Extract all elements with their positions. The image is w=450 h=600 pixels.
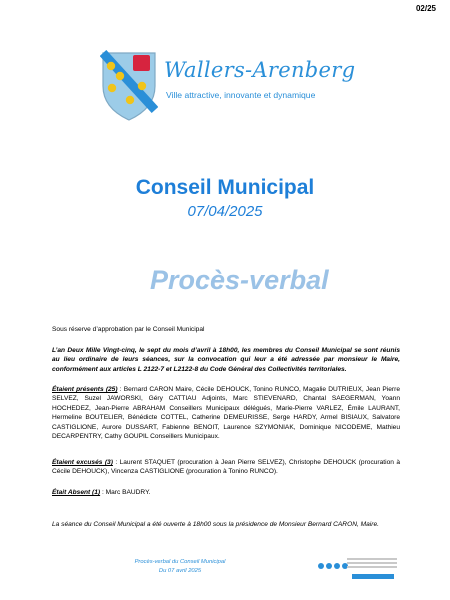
coat-of-arms-icon xyxy=(100,50,158,122)
town-logo xyxy=(100,50,360,128)
footer-line-2: Du 07 avril 2025 xyxy=(158,568,202,574)
closing-paragraph: La séance du Conseil Municipal a été ouverte à 18h00 sous la présidence de Monsieur Bernard CARON, Maire. xyxy=(52,521,379,528)
excused-members-paragraph xyxy=(52,458,400,477)
footer xyxy=(110,558,250,576)
logo-wordmark: Wallers-Arenberg xyxy=(164,58,356,82)
instagram-icon xyxy=(326,563,332,569)
contact-block xyxy=(347,558,397,570)
meeting-date: 07/04/2025 xyxy=(187,203,263,220)
excused-label: Étaient excusés (3) xyxy=(52,459,113,466)
approval-note: Sous réserve d’approbation par le Conseil Municipal xyxy=(52,326,205,333)
absent-members-paragraph xyxy=(52,488,400,497)
present-list: : Bernard CARON Maire, Cécile DEHOUCK, Tonino RUNCO, Magalie DUTRIEUX, Jean Pierre SELVEZ, Suzel JAWORSKI, Géry CATTIAU Adjoints, Marc STIEVENARD, Chantal SAEGERMAN, Yoann HOCHEDEZ, Jean-Pierre ABRAHAM Conseillers Municipaux délégués, Marie-Pierre VARLEZ, Émile LAURANT, Hermeline BOUTELIER, Bénédicte COTTEL, Catherine DEMEURISSE, Serge HARDY, Armel BISIAUX, Salvatore CASTIGLIONE, Aurore DUSSART, Fabienne BENOIT, Laurence SZYMONIAK, Dominique NICODEME, Mathieu DECARPENTRY, Cathy GOUPIL Conseillers Municipaux. xyxy=(52,386,400,441)
present-label: Étaient présents (25) xyxy=(52,386,118,393)
youtube-icon xyxy=(334,563,340,569)
website-banner xyxy=(352,574,394,579)
social-icons xyxy=(318,563,348,569)
document-subtitle: Procès-verbal xyxy=(150,265,329,295)
excused-list: : Laurent STAQUET (procuration à Jean Pierre SELVEZ), Christophe DEHOUCK (procuration à Cécile DEHOUCK), Vincenza CASTIGLIONE (procuration à Tonino RUNCO). xyxy=(52,459,400,476)
absent-label: Était Absent (1) xyxy=(52,489,101,496)
present-members-paragraph xyxy=(52,385,400,441)
page-number: 02/25 xyxy=(415,4,436,13)
absent-list: : Marc BAUDRY. xyxy=(100,489,151,496)
footer-line-1: Procès-verbal du Conseil Municipal xyxy=(134,559,226,565)
facebook-icon xyxy=(318,563,324,569)
document-title: Conseil Municipal xyxy=(135,176,315,199)
intro-paragraph: L’an Deux Mille Vingt-cinq, le sept du mois d’avril à 18h00, les membres du Conseil Municipal se sont réunis au lieu ordinaire de leurs séances, sur la convocation qui leur a été adressée par monsieur le Maire, conformément aux articles L 2122-7 et L2122-8 du Code Général des Collectivités territoriales. xyxy=(52,347,400,373)
logo-tagline: Ville attractive, innovante et dynamique xyxy=(166,90,316,100)
